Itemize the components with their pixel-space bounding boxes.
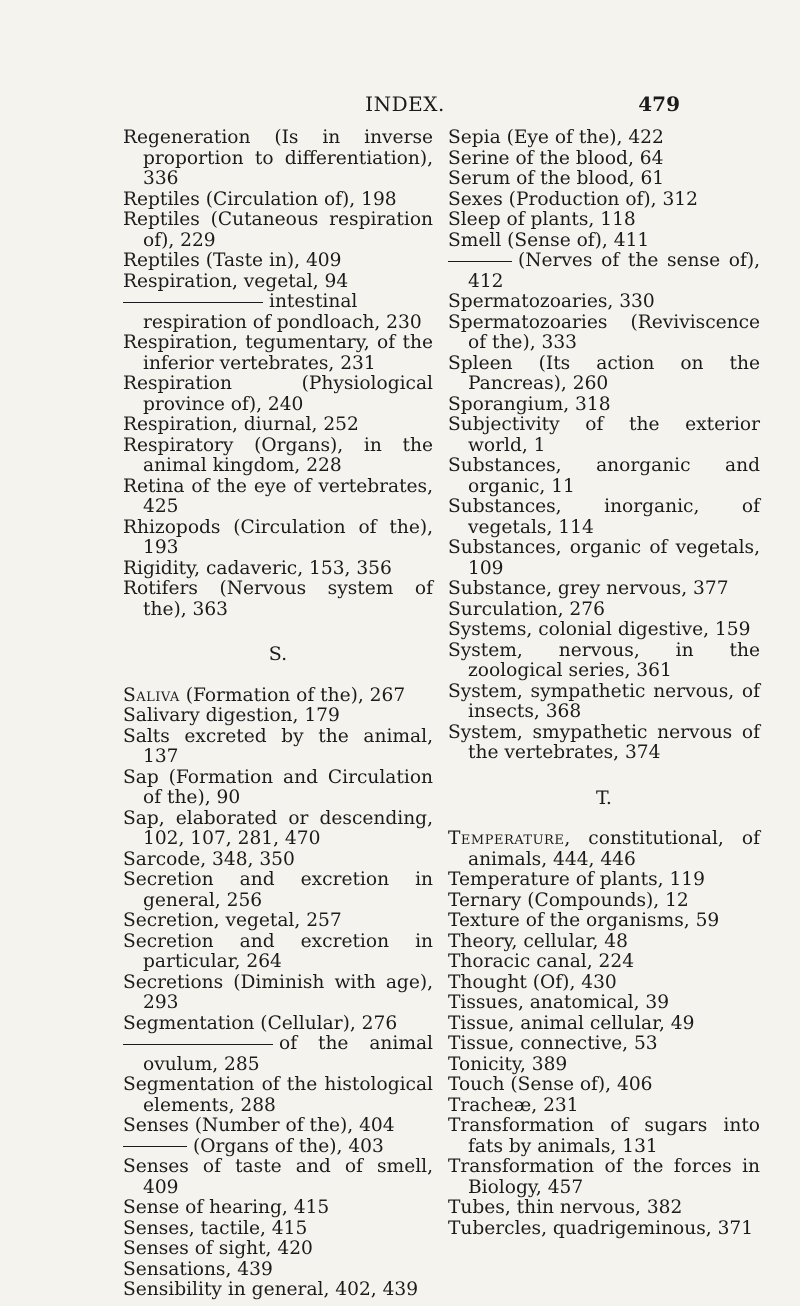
entry-text: Salts excreted by the animal, 137 bbox=[123, 725, 433, 767]
index-entry bbox=[448, 932, 760, 953]
entry-text: , constitutional, of animals, 444, 446 bbox=[468, 828, 760, 870]
entries-s-left bbox=[123, 686, 433, 1301]
index-entry bbox=[448, 600, 760, 621]
entry-text: Sarcode, 348, 350 bbox=[123, 848, 295, 870]
index-entry bbox=[448, 497, 760, 538]
index-entry bbox=[448, 1096, 760, 1117]
index-entry bbox=[448, 190, 760, 211]
entry-text: Systems, colonial digestive, 159 bbox=[448, 619, 751, 640]
index-entry bbox=[123, 809, 433, 850]
entry-text: Sleep of plants, 118 bbox=[448, 209, 636, 230]
entry-text: Tissue, connective, 53 bbox=[448, 1033, 658, 1054]
entry-text: Thought (Of), 430 bbox=[448, 971, 617, 993]
index-entry bbox=[123, 190, 433, 211]
index-entry bbox=[448, 579, 760, 600]
entry-text: Spermatozoaries (Reviviscence of the), 333 bbox=[448, 311, 760, 353]
index-entry bbox=[123, 436, 433, 477]
ditto-dash bbox=[123, 302, 263, 303]
entry-text: Tissue, animal cellular, 49 bbox=[448, 1012, 695, 1034]
entry-text: Rotifers (Nervous system of the), 363 bbox=[123, 578, 433, 620]
index-entry bbox=[123, 727, 433, 768]
index-entry bbox=[448, 1075, 760, 1096]
entry-text: Reptiles (Taste in), 409 bbox=[123, 250, 342, 271]
entry-text: System, nervous, in the zoological series, 361 bbox=[448, 639, 760, 681]
entry-text: Subjectivity of the exterior world, 1 bbox=[448, 414, 760, 456]
entry-text: Secretion, vegetal, 257 bbox=[123, 910, 342, 931]
index-entry bbox=[448, 251, 760, 292]
index-entry bbox=[448, 1198, 760, 1219]
entry-text: Salivary digestion, 179 bbox=[123, 705, 340, 726]
running-title: INDEX. bbox=[365, 92, 445, 116]
index-entry bbox=[123, 415, 433, 436]
index-entry bbox=[448, 538, 760, 579]
entry-text: Texture of the organisms, 59 bbox=[448, 910, 720, 931]
entry-text: Tubercles, quadrigeminous, 371 bbox=[448, 1217, 754, 1239]
index-entry bbox=[123, 518, 433, 559]
entry-text: Respiration, diurnal, 252 bbox=[123, 414, 359, 435]
entry-text: Respiration, vegetal, 94 bbox=[123, 270, 349, 292]
index-entry bbox=[123, 1075, 433, 1116]
entry-text: Sepia (Eye of the), 422 bbox=[448, 127, 664, 148]
entry-text: Smell (Sense of), 411 bbox=[448, 229, 650, 251]
index-entry bbox=[448, 973, 760, 994]
index-entry bbox=[123, 932, 433, 973]
page-header bbox=[0, 92, 800, 122]
entry-text: Substances, organic of vegetals, 109 bbox=[448, 537, 760, 579]
entry-text: Reptiles (Cutaneous respiration of), 229 bbox=[123, 209, 433, 251]
ditto-dash bbox=[123, 1146, 187, 1147]
right-column bbox=[448, 128, 760, 1239]
entry-headword: Temperature bbox=[448, 828, 565, 849]
index-entry bbox=[448, 1157, 760, 1198]
index-entry bbox=[448, 952, 760, 973]
index-entry bbox=[448, 456, 760, 497]
entry-text: Senses of sight, 420 bbox=[123, 1238, 313, 1259]
entry-text: Substances, anorganic and organic, 11 bbox=[448, 455, 760, 497]
index-entry bbox=[448, 128, 760, 149]
index-entry bbox=[123, 1239, 433, 1260]
index-entry bbox=[448, 292, 760, 313]
entry-text: Sensibility in general, 402, 439 bbox=[123, 1279, 419, 1300]
index-entry bbox=[123, 272, 433, 293]
section-heading-t: T. bbox=[596, 786, 612, 809]
entries-t bbox=[448, 829, 760, 1239]
index-entry bbox=[123, 1157, 433, 1198]
index-entry bbox=[448, 354, 760, 395]
entry-text: Sensations, 439 bbox=[123, 1258, 273, 1280]
index-entry bbox=[123, 374, 433, 415]
index-entry bbox=[123, 911, 433, 932]
index-entry bbox=[123, 559, 433, 580]
entry-text: Respiration, tegumentary, of the inferior vertebrates, 231 bbox=[123, 332, 433, 374]
entry-text: Spermatozoaries, 330 bbox=[448, 291, 655, 312]
entry-text: Reptiles (Circulation of), 198 bbox=[123, 188, 397, 210]
index-entry bbox=[448, 1014, 760, 1035]
index-entry bbox=[448, 1034, 760, 1055]
index-entry bbox=[448, 829, 760, 870]
index-entry bbox=[448, 149, 760, 170]
index-entry bbox=[448, 641, 760, 682]
index-entry bbox=[123, 477, 433, 518]
index-entry bbox=[448, 395, 760, 416]
entries-s-right bbox=[448, 128, 760, 764]
entry-text: Segmentation of the histological elements, 288 bbox=[123, 1074, 433, 1116]
index-entry bbox=[123, 850, 433, 871]
entry-text: Senses of taste and of smell, 409 bbox=[123, 1156, 433, 1198]
ditto-dash bbox=[123, 1044, 273, 1045]
index-entry bbox=[448, 993, 760, 1014]
index-entry bbox=[123, 579, 433, 620]
entry-text: Serine of the blood, 64 bbox=[448, 147, 664, 169]
index-entry bbox=[448, 415, 760, 456]
ditto-dash bbox=[448, 261, 512, 262]
index-entry bbox=[448, 870, 760, 891]
index-entry bbox=[448, 231, 760, 252]
entry-text: (Organs of the), 403 bbox=[193, 1135, 384, 1157]
entry-text: Sap, elaborated or descending, 102, 107, 281, 470 bbox=[123, 807, 433, 849]
index-entry bbox=[123, 1034, 433, 1075]
index-entry bbox=[123, 1198, 433, 1219]
entries-r bbox=[123, 128, 433, 620]
entry-text: Secretion and excretion in particular, 264 bbox=[123, 930, 433, 972]
index-entry bbox=[123, 1219, 433, 1240]
index-entry bbox=[123, 1014, 433, 1035]
entry-text: Segmentation (Cellular), 276 bbox=[123, 1012, 398, 1034]
entry-text: Transformation of the forces in Biology, 457 bbox=[448, 1156, 760, 1198]
entry-text: Regeneration (Is in inverse proportion to differentiation), 336 bbox=[123, 127, 433, 189]
entry-text: Surculation, 276 bbox=[448, 598, 605, 620]
entry-text: Touch (Sense of), 406 bbox=[448, 1074, 653, 1095]
index-entry bbox=[123, 706, 433, 727]
entry-text: Spleen (Its action on the Pancreas), 260 bbox=[448, 352, 760, 394]
index-entry bbox=[448, 1116, 760, 1157]
entry-text: System, smypathetic nervous of the vertebrates, 374 bbox=[448, 721, 760, 763]
entry-text: Tonicity, 389 bbox=[448, 1053, 568, 1075]
entry-text: Retina of the eye of vertebrates, 425 bbox=[123, 475, 433, 517]
index-entry bbox=[123, 973, 433, 1014]
index-entry bbox=[448, 723, 760, 764]
entry-text: Senses, tactile, 415 bbox=[123, 1217, 308, 1239]
entry-text: Secretion and excretion in general, 256 bbox=[123, 869, 433, 911]
index-entry bbox=[123, 292, 433, 333]
index-entry bbox=[123, 1280, 433, 1301]
index-entry bbox=[123, 210, 433, 251]
index-entry bbox=[123, 1116, 433, 1137]
entry-text: Tracheæ, 231 bbox=[448, 1094, 579, 1116]
entry-text: Tissues, anatomical, 39 bbox=[448, 992, 670, 1013]
index-entry bbox=[448, 169, 760, 190]
index-entry bbox=[123, 686, 433, 707]
entry-text: Substances, inorganic, of vegetals, 114 bbox=[448, 496, 760, 538]
index-entry bbox=[448, 620, 760, 641]
section-heading-s: S. bbox=[268, 643, 288, 665]
index-entry bbox=[448, 891, 760, 912]
index-entry bbox=[123, 1137, 433, 1158]
index-entry bbox=[448, 210, 760, 231]
entry-text: Serum of the blood, 61 bbox=[448, 168, 665, 189]
entry-text: Tubes, thin nervous, 382 bbox=[448, 1197, 683, 1218]
left-column bbox=[123, 128, 433, 1301]
index-entry bbox=[123, 128, 433, 190]
entry-text: Thoracic canal, 224 bbox=[448, 951, 635, 972]
entry-text: Temperature of plants, 119 bbox=[448, 869, 705, 890]
entry-text: Rhizopods (Circulation of the), 193 bbox=[123, 516, 433, 558]
entry-text: intestinal respiration of pondloach, 230 bbox=[143, 291, 422, 333]
entry-text: Rigidity, cadaveric, 153, 356 bbox=[123, 557, 392, 579]
index-entry bbox=[123, 768, 433, 809]
index-entry bbox=[448, 682, 760, 723]
entry-text: Transformation of sugars into fats by animals, 131 bbox=[448, 1115, 760, 1157]
entry-text: Respiratory (Organs), in the animal kingdom, 228 bbox=[123, 434, 433, 476]
entry-text: of the animal ovulum, 285 bbox=[143, 1033, 433, 1075]
entry-text: Theory, cellular, 48 bbox=[448, 930, 628, 952]
entry-text: Substance, grey nervous, 377 bbox=[448, 578, 729, 599]
entry-text: Senses (Number of the), 404 bbox=[123, 1115, 395, 1136]
page-number: 479 bbox=[638, 92, 680, 116]
entry-text: Sporangium, 318 bbox=[448, 393, 611, 415]
index-entry bbox=[123, 251, 433, 272]
index-entry bbox=[448, 1055, 760, 1076]
index-entry bbox=[448, 911, 760, 932]
entry-text: Sense of hearing, 415 bbox=[123, 1197, 330, 1218]
entry-text: (Nerves of the sense of), 412 bbox=[468, 250, 760, 292]
index-entry bbox=[123, 870, 433, 911]
entry-text: (Formation of the), 267 bbox=[179, 684, 406, 706]
index-entry bbox=[123, 333, 433, 374]
index-entry bbox=[448, 313, 760, 354]
entry-text: Secretions (Diminish with age), 293 bbox=[123, 971, 433, 1013]
entry-text: Sexes (Production of), 312 bbox=[448, 188, 698, 210]
entry-text: Respiration (Physiological province of), 240 bbox=[123, 373, 433, 415]
index-entry bbox=[123, 1260, 433, 1281]
entry-text: System, sympathetic nervous, of insects, 368 bbox=[448, 680, 760, 722]
entry-headword: Saliva bbox=[123, 684, 180, 706]
index-entry bbox=[448, 1219, 760, 1240]
entry-text: Ternary (Compounds), 12 bbox=[448, 889, 689, 911]
entry-text: Sap (Formation and Circulation of the), 90 bbox=[123, 766, 433, 808]
